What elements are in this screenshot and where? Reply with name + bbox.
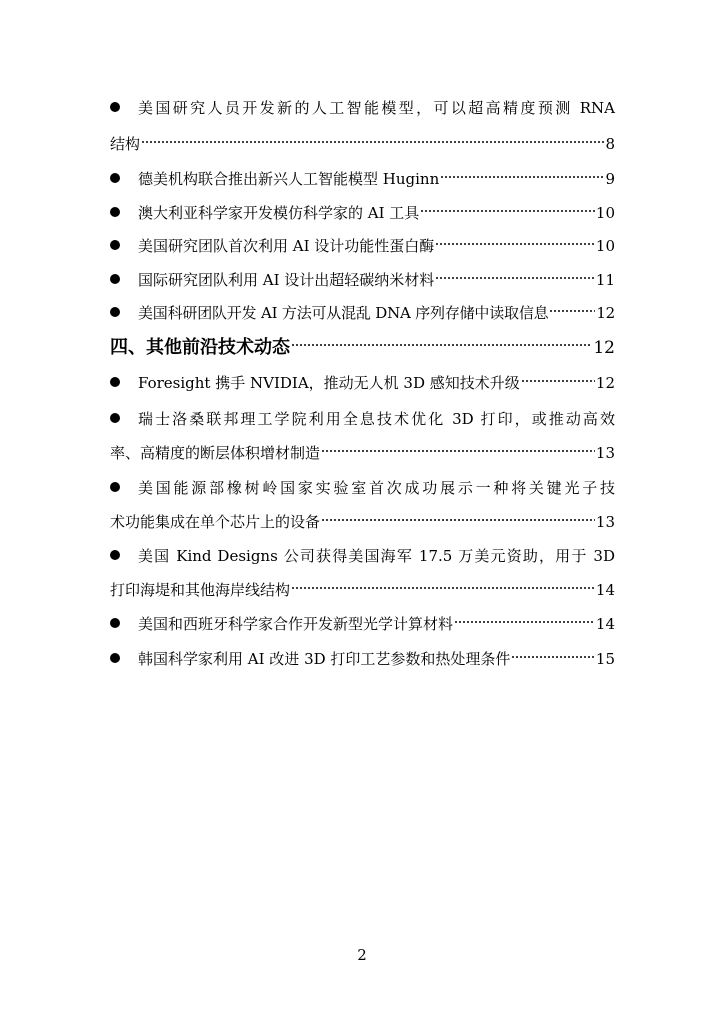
toc-entry-continuation[interactable]: [110, 440, 615, 466]
toc-entry-title-continued: 率、高精度的断层体积增材制造: [110, 444, 321, 462]
toc-entry[interactable]: [110, 611, 615, 637]
bullet-icon: [110, 173, 120, 183]
bullet-icon: [110, 482, 120, 492]
bullet-icon: [110, 653, 120, 663]
bullet-icon: [110, 102, 120, 112]
bullet-icon: [110, 377, 120, 387]
toc-entry[interactable]: [110, 646, 615, 672]
toc-entry-title: 美国科研团队开发 AI 方法可从混乱 DNA 序列存储中读取信息: [138, 304, 549, 322]
toc-entry-title: 美国和西班牙科学家合作开发新型光学计算材料: [138, 615, 454, 633]
footer-page-number: 2: [357, 946, 367, 964]
bullet-icon: [110, 207, 120, 217]
toc-entry[interactable]: [110, 406, 615, 432]
toc-page-number: 11: [595, 271, 615, 289]
toc-entry[interactable]: [110, 200, 615, 226]
toc-page-number: 13: [595, 513, 615, 531]
toc-entry-title: 韩国科学家利用 AI 改进 3D 打印工艺参数和热处理条件: [138, 650, 511, 668]
toc-section-heading[interactable]: [110, 335, 615, 361]
bullet-icon: [110, 307, 120, 317]
toc-entry[interactable]: [110, 166, 615, 192]
toc-entry-title-continued: 打印海堤和其他海岸线结构: [110, 581, 291, 599]
toc-page-number: 10: [595, 237, 615, 255]
dot-leader: [454, 619, 595, 625]
toc-page-number: 15: [595, 650, 615, 668]
toc-entry-title: Foresight 携手 NVIDIA，推动无人机 3D 感知技术升级: [138, 374, 520, 392]
toc-entry[interactable]: [110, 300, 615, 326]
dot-leader: [141, 139, 604, 145]
dot-leader: [291, 342, 592, 348]
toc-page-number: 8: [605, 135, 615, 153]
dot-leader: [511, 654, 595, 660]
toc-entry-title: 瑞士洛桑联邦理工学院利用全息技术优化 3D 打印，或推动高效: [138, 410, 615, 428]
toc-page-number: 14: [595, 581, 615, 599]
dot-leader: [321, 517, 595, 523]
toc-entry[interactable]: [110, 370, 615, 396]
toc-entry-title: 美国研究人员开发新的人工智能模型，可以超高精度预测 RNA: [138, 99, 615, 117]
toc-page-number: 9: [605, 170, 615, 188]
dot-leader: [435, 275, 595, 281]
bullet-icon: [110, 240, 120, 250]
toc-page-number: 14: [595, 615, 615, 633]
bullet-icon: [110, 550, 120, 560]
toc-entry-title: 德美机构联合推出新兴人工智能模型 Huginn: [138, 170, 440, 188]
dot-leader: [440, 174, 604, 180]
bullet-icon: [110, 274, 120, 284]
dot-leader: [435, 241, 595, 247]
toc-entry-title: 美国能源部橡树岭国家实验室首次成功展示一种将关键光子技: [138, 479, 615, 497]
toc-entry-title: 美国 Kind Designs 公司获得美国海军 17.5 万美元资助，用于 3D: [138, 547, 615, 565]
dot-leader: [420, 208, 595, 214]
toc-entry-title: 澳大利亚科学家开发模仿科学家的 AI 工具: [138, 204, 420, 222]
toc-page-number: 12: [596, 304, 615, 322]
toc-entry[interactable]: [110, 95, 615, 121]
toc-entry-title-continued: 结构: [110, 135, 141, 153]
section-title: 四、其他前沿技术动态: [110, 337, 290, 358]
dot-leader: [549, 308, 595, 314]
toc-entry[interactable]: [110, 267, 615, 293]
dot-leader: [291, 585, 595, 591]
toc-entry-continuation[interactable]: [110, 577, 615, 603]
bullet-icon: [110, 618, 120, 628]
toc-entry-continuation[interactable]: [110, 131, 615, 157]
toc-entry-continuation[interactable]: [110, 509, 615, 535]
toc-entry-title: 国际研究团队利用 AI 设计出超轻碳纳米材料: [138, 271, 435, 289]
toc-entry[interactable]: [110, 233, 615, 259]
bullet-icon: [110, 413, 120, 423]
dot-leader: [321, 448, 595, 454]
toc-entry[interactable]: [110, 475, 615, 501]
toc-page-number: 12: [593, 338, 615, 358]
toc-page-number: 10: [595, 204, 615, 222]
toc-page-number: 13: [595, 444, 615, 462]
dot-leader: [521, 378, 595, 384]
toc-page-number: 12: [595, 374, 615, 392]
toc-entry[interactable]: [110, 543, 615, 569]
toc-entry-title-continued: 术功能集成在单个芯片上的设备: [110, 513, 321, 531]
toc-entry-title: 美国研究团队首次利用 AI 设计功能性蛋白酶: [138, 237, 435, 255]
